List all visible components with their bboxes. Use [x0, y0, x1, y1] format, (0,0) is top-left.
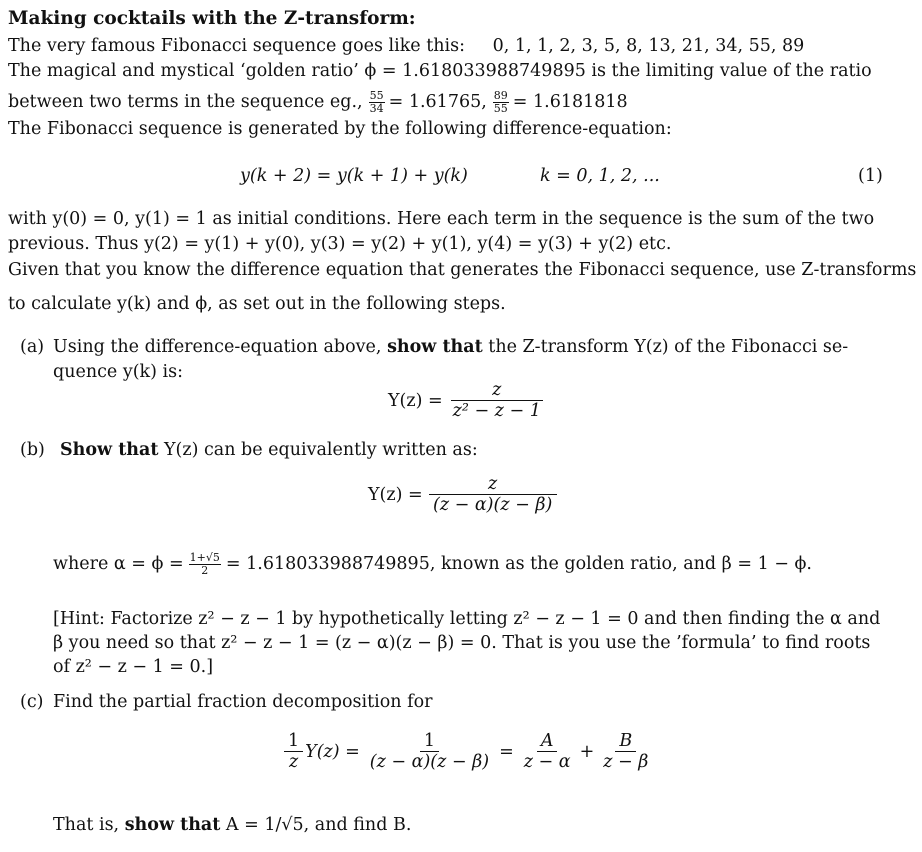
fraction-denominator: 2	[201, 563, 209, 577]
fraction-denominator: z − α	[523, 752, 571, 773]
recurrence-examples-line: previous. Thus y(2) = y(1) + y(0), y(3) = y(2) + y(1), y(4) = y(3) + y(2) etc.	[8, 234, 672, 254]
where-text-post: = 1.618033988749895, known as the golden ratio, and β = 1 − ϕ.	[225, 553, 812, 574]
task-intro-line-2: to calculate y(k) and ϕ, as set out in the following steps.	[8, 294, 506, 314]
part-c-text: Find the partial fraction decomposition for	[53, 692, 433, 712]
part-c-equation	[282, 731, 654, 773]
part-a-line-2: quence y(k) is:	[53, 362, 184, 382]
part-b-equation	[368, 474, 559, 516]
where-text-pre: where α = ϕ =	[53, 553, 184, 574]
fraction-numerator: z	[429, 474, 557, 495]
fraction-denominator: 34	[369, 101, 384, 115]
part-a-equation	[388, 380, 547, 422]
fraction-denominator: z − β	[603, 752, 649, 773]
problem-title: Making cocktails with the Z-transform:	[8, 8, 416, 29]
equation-number: (1)	[858, 166, 883, 186]
difference-equation-intro: The Fibonacci sequence is generated by the following difference-equation:	[8, 119, 672, 139]
part-b-label: (b)	[20, 440, 45, 460]
ratio-value-1: = 1.61765,	[388, 91, 487, 112]
part-c-final-line	[53, 814, 411, 837]
hint-line-1: [Hint: Factorize z² − z − 1 by hypothetically letting z² − z − 1 = 0 and then finding the α and	[53, 609, 881, 629]
plus-sign: +	[579, 741, 595, 762]
equation-fraction	[449, 380, 545, 422]
fraction-numerator: 1+√5	[189, 551, 220, 564]
ratio-example-line	[8, 90, 628, 114]
equals-sign: =	[499, 741, 514, 762]
partial-fraction-b	[599, 731, 652, 773]
fraction-numerator: B	[615, 731, 636, 752]
one-over-z-fraction	[284, 731, 303, 773]
part-c-show-that: show that	[124, 815, 221, 835]
part-a-text-post: the Z-transform Y(z) of the Fibonacci se-	[488, 337, 849, 357]
part-a-show-that: show that	[387, 337, 483, 357]
equation-lhs: Y(z) =	[388, 390, 443, 411]
initial-conditions-line: with y(0) = 0, y(1) = 1 as initial conditions. Here each term in the sequence is the sum of the two	[8, 209, 875, 229]
difference-equation: y(k + 2) = y(k + 1) + y(k)	[240, 166, 468, 186]
fraction-denominator: z² − z − 1	[452, 401, 541, 422]
fibonacci-intro-line	[8, 35, 804, 58]
product-fraction	[366, 731, 493, 773]
ratio-value-2: = 1.6181818	[512, 91, 628, 112]
equation-index-range: k = 0, 1, 2, ...	[540, 166, 660, 186]
fraction-numerator: z	[451, 380, 543, 401]
part-b-line	[60, 439, 478, 462]
fraction-numerator: A	[537, 731, 558, 752]
part-c-label: (c)	[20, 692, 44, 712]
part-b-show-that: Show that	[60, 440, 159, 460]
hint-line-3: of z² − z − 1 = 0.]	[53, 657, 214, 677]
task-intro-line: Given that you know the difference equation that generates the Fibonacci sequence, use Z-transforms	[8, 260, 917, 280]
final-text-pre: That is,	[53, 815, 120, 835]
final-text-post: A = 1/√5, and find B.	[225, 815, 412, 835]
part-b-text: Y(z) can be equivalently written as:	[164, 440, 478, 460]
golden-ratio-fraction	[189, 552, 221, 576]
golden-ratio-definition	[53, 552, 812, 576]
ratio-example-text: between two terms in the sequence eg.,	[8, 91, 363, 112]
fraction-denominator: (z − α)(z − β)	[369, 752, 490, 773]
fraction-denominator: 55	[493, 101, 508, 115]
golden-ratio-line: The magical and mystical ‘golden ratio’ ϕ = 1.618033988749895 is the limiting value of the ratio	[8, 61, 872, 81]
fraction-numerator: 1	[420, 731, 439, 752]
yz-term: Y(z) =	[305, 741, 360, 762]
fraction-numerator: 1	[284, 731, 303, 752]
part-a-text-pre: Using the difference-equation above,	[53, 337, 382, 357]
fraction-denominator: (z − α)(z − β)	[433, 495, 553, 516]
partial-fraction-a	[520, 731, 575, 773]
fibonacci-intro-text: The very famous Fibonacci sequence goes like this:	[8, 36, 466, 56]
fraction-denominator: z	[288, 752, 299, 773]
ratio-fraction-55-34	[369, 90, 385, 114]
equation-lhs: Y(z) =	[368, 484, 423, 505]
equation-fraction	[429, 474, 557, 516]
fraction-numerator: 89	[493, 89, 508, 102]
fraction-numerator: 55	[369, 89, 384, 102]
fibonacci-sequence: 0, 1, 1, 2, 3, 5, 8, 13, 21, 34, 55, 89	[492, 36, 805, 56]
hint-line-2: β you need so that z² − z − 1 = (z − α)(z − β) = 0. That is you use the ’formula’ to find roots	[53, 633, 871, 653]
part-a-label: (a)	[20, 337, 45, 357]
part-a-line-1	[53, 336, 848, 359]
ratio-fraction-89-55	[493, 90, 509, 114]
